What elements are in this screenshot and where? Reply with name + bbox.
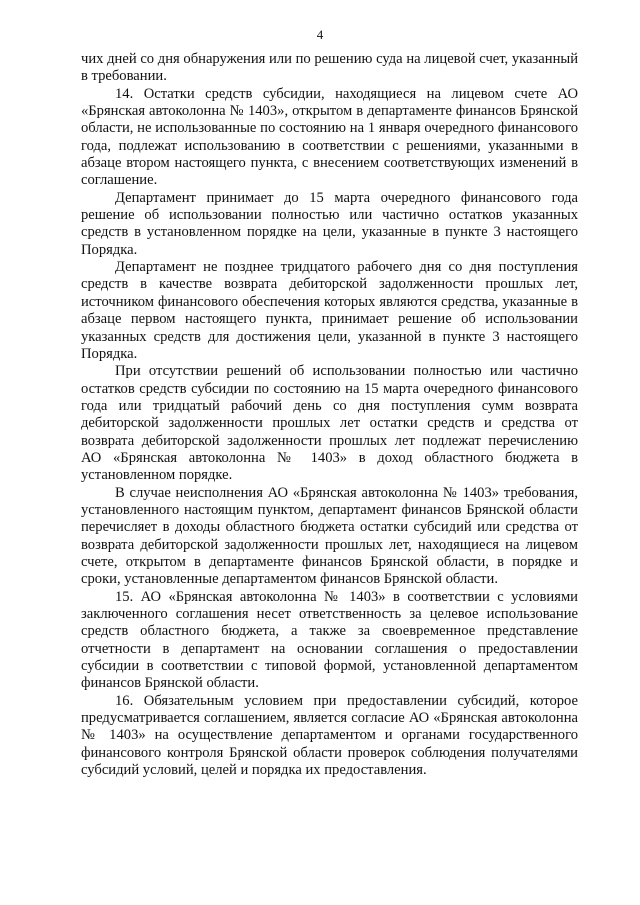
page-number: 4 [316, 27, 324, 42]
paragraph-no-decision: При отсутствии решений об использовании полностью или частично остатков средств субсидии по состоянию на 15 марта очередного финансового года или тридцатый рабочий день со дня поступления сумм возврата дебиторской задолженности прошлых лет остатки средств и средства от возврата дебиторской задолженности прошлых лет подлежат перечислению АО «Брянская автоколонна № 1403» в доход областного бюджета в установленном порядке. [81, 363, 578, 484]
paragraph-non-fulfillment: В случае неисполнения АО «Брянская автоколонна № 1403» требования, установленного настоящим пунктом, департамент финансов Брянской области перечисляет в доходы областного бюджета остатки субсидий или средства от возврата дебиторской задолженности прошлых лет, находящиеся на лицевом счете, открытом в департаменте финансов Брянской области, в порядке и сроки, установленные департаментом финансов Брянской области. [81, 484, 578, 588]
paragraph-item-14: 14. Остатки средств субсидии, находящиеся на лицевом счете АО «Брянская автоколонна № 1403», открытом в департаменте финансов Брянской области, не использованные по состоянию на 1 января очередного финансового года, подлежат использованию в соответствии с решениями, указанными в абзаце втором настоящего пункта, с внесением соответствующих изменений в соглашение. [81, 85, 578, 189]
document-body [81, 51, 578, 779]
paragraph-decision-deadline: Департамент принимает до 15 марта очередного финансового года решение об использовании полностью или частично остатков указанных средств в установленном порядке на цели, указанные в пункте 3 настоящего Порядка. [81, 189, 578, 258]
paragraph-continuation: чих дней со дня обнаружения или по решению суда на лицевой счет, указанный в требовании. [81, 51, 578, 85]
paragraph-receivables-return: Департамент не позднее тридцатого рабочего дня со дня поступления средств в качестве возврата дебиторской задолженности прошлых лет, источником финансового обеспечения которых являются средства, указанные в абзаце первом настоящего пункта, принимает решение об использовании указанных средств для достижения цели, указанной в пункте 3 настоящего Порядка. [81, 259, 578, 362]
paragraph-item-15: 15. АО «Брянская автоколонна № 1403» в соответствии с условиями заключенного соглашения несет ответственность за целевое использование средств областного бюджета, а также за своевременное представление отчетности в департамент на основании соглашения о предоставлении субсидии в соответствии с типовой формой, установленной департаментом финансов Брянской области. [81, 588, 578, 692]
paragraph-item-16: 16. Обязательным условием при предоставлении субсидий, которое предусматривается соглашением, является согласие АО «Брянская автоколонна № 1403» на осуществление департаментом и органами государственного финансового контроля Брянской области проверок соблюдения получателями субсидий условий, целей и порядка их предоставления. [81, 692, 578, 779]
